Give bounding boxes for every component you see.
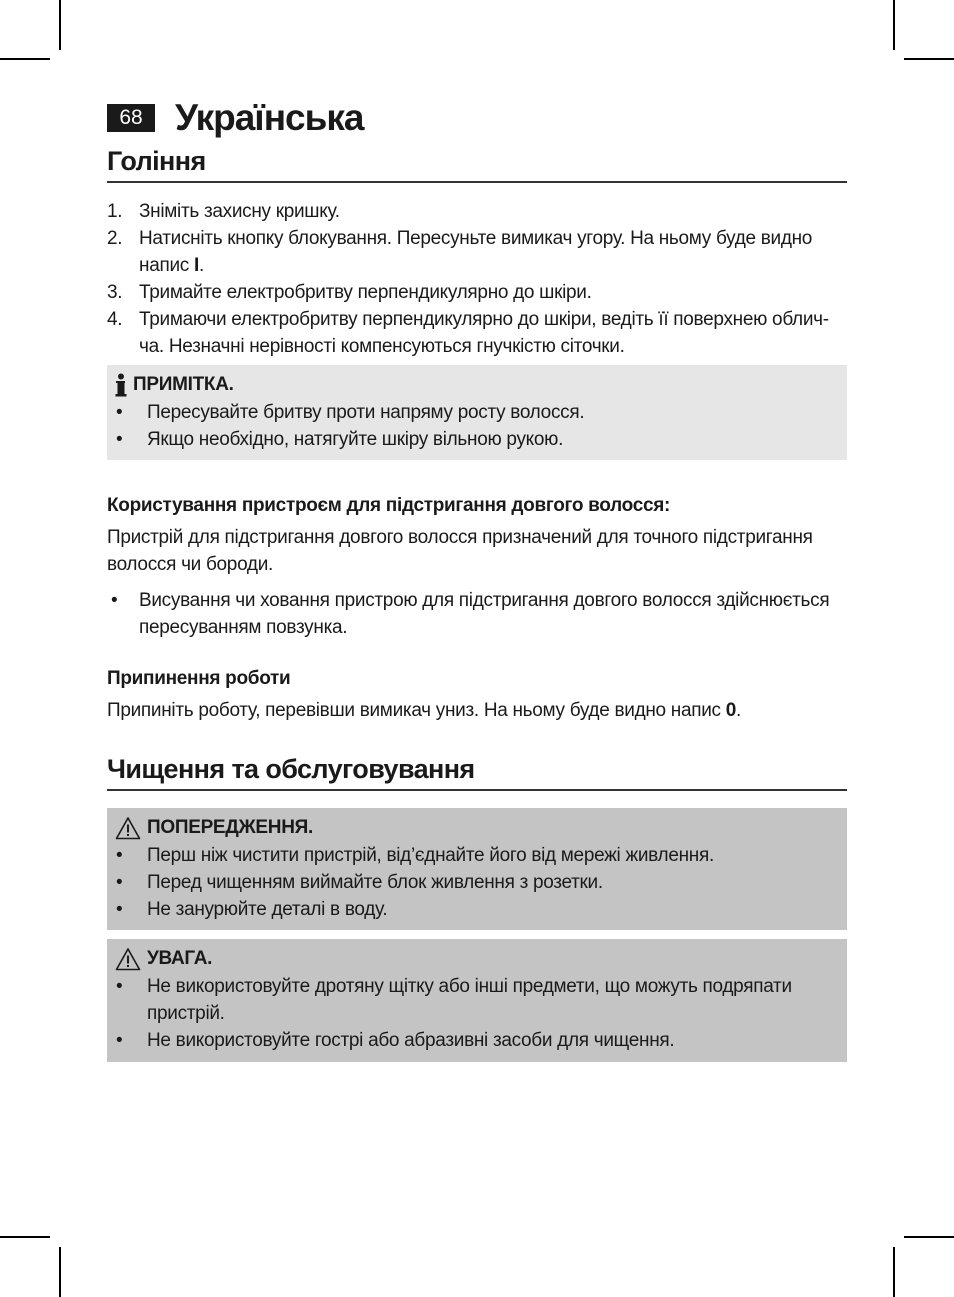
note-title: ПРИМІТКА. bbox=[107, 373, 847, 397]
crop-mark bbox=[904, 58, 954, 60]
crop-mark bbox=[893, 1247, 895, 1297]
trimmer-heading: Користування пристроєм для підстригання довгого волосся: bbox=[107, 495, 671, 516]
crop-mark bbox=[893, 0, 895, 50]
warning-title: ПОПЕРЕДЖЕННЯ. bbox=[107, 816, 847, 840]
language-title: Українська bbox=[175, 97, 364, 138]
warning-box bbox=[107, 808, 847, 930]
list-item: 2. Натисніть кнопку блокування. Пересуньте вимикач угору. На ньому буде видно напис I. bbox=[107, 228, 813, 276]
list-item: • Якщо необхідно, натягуйте шкіру вільною рукою. bbox=[116, 429, 564, 450]
note-list bbox=[107, 399, 847, 453]
page-number: 68 bbox=[107, 104, 155, 132]
trimmer-description: Пристрій для підстригання довгого волосся призначений для точного підстригання волосся чи бороди. bbox=[107, 527, 813, 575]
list-item: • Висування чи ховання пристрою для підстригання довгого волосся здійснюється пересуванням повзунка. bbox=[111, 590, 830, 638]
crop-mark bbox=[0, 1236, 50, 1238]
note-box bbox=[107, 365, 847, 460]
section-title-cleaning: Чищення та обслуговування bbox=[107, 754, 847, 791]
info-icon bbox=[115, 373, 127, 397]
section-title-shaving: Гоління bbox=[107, 146, 847, 183]
warning-list bbox=[107, 842, 847, 923]
caution-box bbox=[107, 939, 847, 1062]
crop-mark bbox=[59, 1247, 61, 1297]
caution-list bbox=[107, 973, 847, 1054]
list-item: • Пересувайте бритву проти напряму росту волосся. bbox=[116, 402, 585, 423]
list-item: • Не використовуйте гострі або абразивні засоби для чищення. bbox=[116, 1030, 675, 1051]
crop-mark bbox=[904, 1236, 954, 1238]
crop-mark bbox=[59, 0, 61, 50]
list-item: 3. Тримайте електробритву перпендикулярно до шкіри. bbox=[107, 282, 592, 303]
trimmer-list bbox=[107, 587, 847, 641]
list-item: • Перед чищенням виймайте блок живлення з розетки. bbox=[116, 872, 603, 893]
shaving-steps bbox=[107, 198, 847, 360]
list-item: • Перш ніж чистити пристрій, від’єднайте його від мережі живлення. bbox=[116, 845, 714, 866]
stop-text: Припиніть роботу, перевівши вимикач униз. На ньому буде видно напис 0. bbox=[107, 700, 742, 721]
warning-triangle-icon bbox=[115, 816, 141, 840]
stop-heading: Припинення роботи bbox=[107, 668, 291, 689]
list-item: 1. Зніміть захисну кришку. bbox=[107, 201, 340, 222]
crop-mark bbox=[0, 58, 50, 60]
warning-triangle-icon bbox=[115, 947, 141, 971]
list-item: • Не занурюйте деталі в воду. bbox=[116, 899, 388, 920]
list-item: • Не використовуйте дротяну щітку або інші предмети, що можуть подряпати пристрій. bbox=[116, 976, 792, 1024]
caution-title: УВАГА. bbox=[107, 947, 847, 971]
page-header bbox=[107, 96, 363, 140]
list-item: 4. Тримаючи електробритву перпендикулярно до шкіри, ведіть її поверхнею облич-ча. Незначні нерівності компенсуються гнучкістю сіточки. bbox=[107, 309, 829, 357]
